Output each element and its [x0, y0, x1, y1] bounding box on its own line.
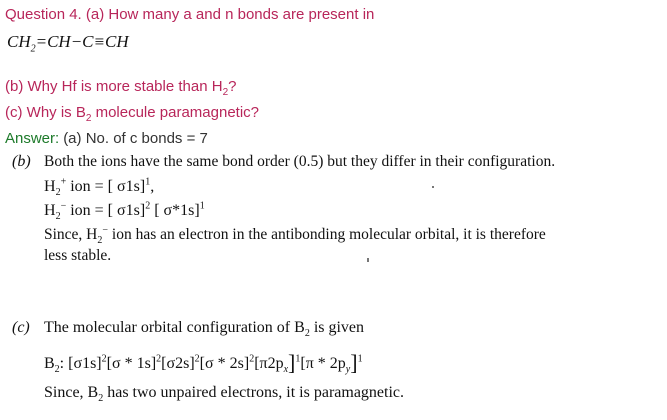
c-since-a: Since, B — [44, 384, 99, 401]
part-b-sub: 2 — [222, 87, 229, 98]
answer-label: Answer: — [5, 130, 60, 147]
c-line1-a: The molecular orbital configuration of B — [44, 319, 305, 336]
h2m-mid: ion = [ σ1s] — [66, 202, 146, 219]
c-since-sub: 2 — [98, 393, 104, 405]
mo-orbital: [π2p — [254, 355, 284, 372]
c-since-b: has two unpaired electrons, it is paramagnetic. — [103, 384, 405, 401]
mo-orbital-sub: y — [345, 364, 351, 376]
answer-c-since — [44, 384, 405, 405]
mo-orbital-close: ] — [350, 350, 358, 375]
b-since-sub: 2 — [97, 235, 103, 247]
mo-orbital: [σ2s] — [161, 355, 195, 372]
formula-ch2-sub: 2 — [30, 43, 36, 55]
h2m-sub: 2 — [55, 211, 61, 223]
h2m-exp: 2 — [145, 200, 151, 212]
formula-rest: =CH−C≡CH — [35, 32, 129, 51]
b2-label: B — [44, 355, 55, 372]
mo-orbital: [π * 2p — [300, 355, 346, 372]
mo-term — [107, 355, 162, 372]
part-c-suffix: molecule paramagnetic? — [91, 104, 259, 121]
answer-b-since — [44, 224, 546, 247]
answer-c-marker: (c) — [12, 319, 30, 336]
mo-orbital: [σ1s] — [68, 355, 102, 372]
question-heading: Question 4. (a) How many a and n bonds are present in — [5, 6, 375, 23]
b2-sub: 2 — [54, 364, 60, 376]
mo-exponent: 1 — [357, 353, 363, 365]
mo-term — [68, 355, 107, 372]
h2p-mid: ion = [ σ1s] — [66, 178, 146, 195]
answer-b-less-stable: less stable. — [44, 247, 112, 264]
formula-ch2: CH — [7, 32, 31, 51]
answer-line — [5, 130, 208, 148]
h2m-sup: − — [60, 200, 67, 212]
scan-dot — [432, 186, 434, 188]
scan-dot — [367, 258, 369, 262]
mo-term — [161, 355, 200, 372]
mo-term — [200, 355, 255, 372]
mo-orbital-close: ] — [288, 350, 296, 375]
mo-orbital: [σ * 2s] — [199, 355, 250, 372]
h2p-base: H — [44, 178, 56, 195]
h2p-end: , — [150, 178, 155, 195]
mo-exponent: 2 — [156, 353, 162, 365]
h2p-sub: 2 — [55, 187, 61, 199]
b2-config-terms — [68, 350, 363, 376]
h2m-base: H — [44, 202, 56, 219]
b2-colon: : — [59, 355, 65, 372]
mo-exponent: 2 — [101, 353, 107, 365]
mo-term — [254, 350, 301, 376]
structural-formula — [7, 32, 129, 55]
b2-mo-config — [44, 350, 363, 376]
mo-exponent: 2 — [194, 353, 200, 365]
mo-orbital-sub: x — [283, 364, 289, 376]
b-since-sup: − — [102, 224, 109, 236]
h2-minus-config — [44, 200, 205, 223]
mo-exponent: 1 — [295, 353, 301, 365]
question-part-b — [5, 78, 237, 98]
part-c-sub: 2 — [85, 113, 92, 124]
h2p-sup: + — [60, 176, 67, 188]
h2p-exp: 1 — [145, 176, 151, 188]
mo-orbital: [σ * 1s] — [106, 355, 157, 372]
c-line1-sub: 2 — [304, 328, 310, 340]
c-line1-b: is given — [309, 319, 365, 336]
answer-b-marker: (b) — [12, 153, 31, 170]
part-b-text: (b) Why Hf is more stable than H — [5, 78, 223, 95]
mo-term — [300, 350, 363, 376]
b-since-b: ion has an electron in the antibonding molecular orbital, it is therefore — [108, 226, 546, 243]
part-c-text: (c) Why is B — [5, 104, 86, 121]
mo-exponent: 2 — [249, 353, 255, 365]
h2m-exp2: 1 — [199, 200, 205, 212]
h2-plus-config — [44, 176, 155, 199]
h2m-mid2: [ σ*1s] — [150, 202, 200, 219]
answer-a-text: (a) No. of c bonds = 7 — [63, 130, 208, 147]
b-since-a: Since, H — [44, 226, 98, 243]
question-part-c — [5, 104, 259, 124]
answer-b-line1: Both the ions have the same bond order (0.5) but they differ in their configuration. — [44, 153, 556, 170]
part-b-suffix: ? — [228, 78, 237, 95]
answer-c-line1 — [44, 319, 365, 340]
